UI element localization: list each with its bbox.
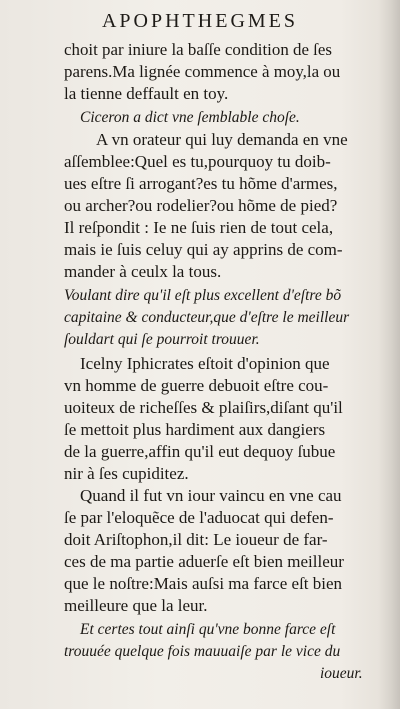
text-line: mander à ceulx la tous. xyxy=(64,262,222,281)
italic-commentary: ſouldart qui ſe pourroit trouuer. xyxy=(64,331,260,348)
text-line: ſe mettoit plus hardiment aux dangiers xyxy=(64,420,326,439)
text-line: ſe par l'eloquẽce de l'aduocat qui defen- xyxy=(64,508,334,527)
italic-commentary: Voulant dire qu'il eſt plus excellent d'eſtre bõ xyxy=(64,287,342,304)
text-line: parens.Ma lignée commence à moy,la ou xyxy=(64,62,341,81)
text-line: uoiteux de richeſſes & plaiſirs,diſant qu'il xyxy=(64,398,343,417)
text-line: meilleure que la leur. xyxy=(64,596,208,615)
paragraph-first-line: A vn orateur qui luy demanda en vne xyxy=(96,130,348,149)
subheading-italic: Ciceron a dict vne ſemblable choſe. xyxy=(80,109,300,126)
italic-commentary: Et certes tout ainſi qu'vne bonne farce eſt xyxy=(80,621,336,638)
text-line: vn homme de guerre debuoit eſtre cou- xyxy=(64,376,329,395)
text-line: ces de ma partie aduerſe eſt bien meilleur xyxy=(64,552,344,571)
text-line: Il reſpondit : Ie ne ſuis rien de tout cela, xyxy=(64,218,334,237)
text-line: choit par iniure la baſſe condition de ſes xyxy=(64,40,332,59)
catchword: ioueur. xyxy=(320,665,363,682)
text-line: aſſemblee:Quel es tu,pourquoy tu doib- xyxy=(64,152,331,171)
text-line: que le noſtre:Mais auſsi ma farce eſt bien xyxy=(64,574,343,593)
text-line: nir à ſes cupiditez. xyxy=(64,464,189,483)
text-line: de la guerre,affin qu'il eut dequoy ſubue xyxy=(64,442,336,461)
paragraph-first-line: Icelny Iphicrates eſtoit d'opinion que xyxy=(80,354,330,373)
text-line: la tienne deffault en toy. xyxy=(64,84,229,103)
text-line: doit Ariſtophon,il dit: Le ioueur de far- xyxy=(64,530,328,549)
text-line: mais ie ſuis celuy qui ay apprins de com- xyxy=(64,240,343,259)
page-gutter-shadow xyxy=(378,0,400,709)
paragraph-first-line: Quand il fut vn iour vaincu en vne cau xyxy=(80,486,342,505)
italic-commentary: capitaine & conducteur,que d'eſtre le meilleur xyxy=(64,309,350,326)
running-header: APOPHTHEGMES xyxy=(101,10,299,32)
text-line: ou archer?ou rodelier?ou hõme de pied? xyxy=(64,196,338,215)
italic-commentary: trouuée quelque fois mauuaiſe par le vice du xyxy=(64,643,341,660)
text-line: ues eſtre ſi arrogant?es tu hõme d'armes, xyxy=(64,174,338,193)
